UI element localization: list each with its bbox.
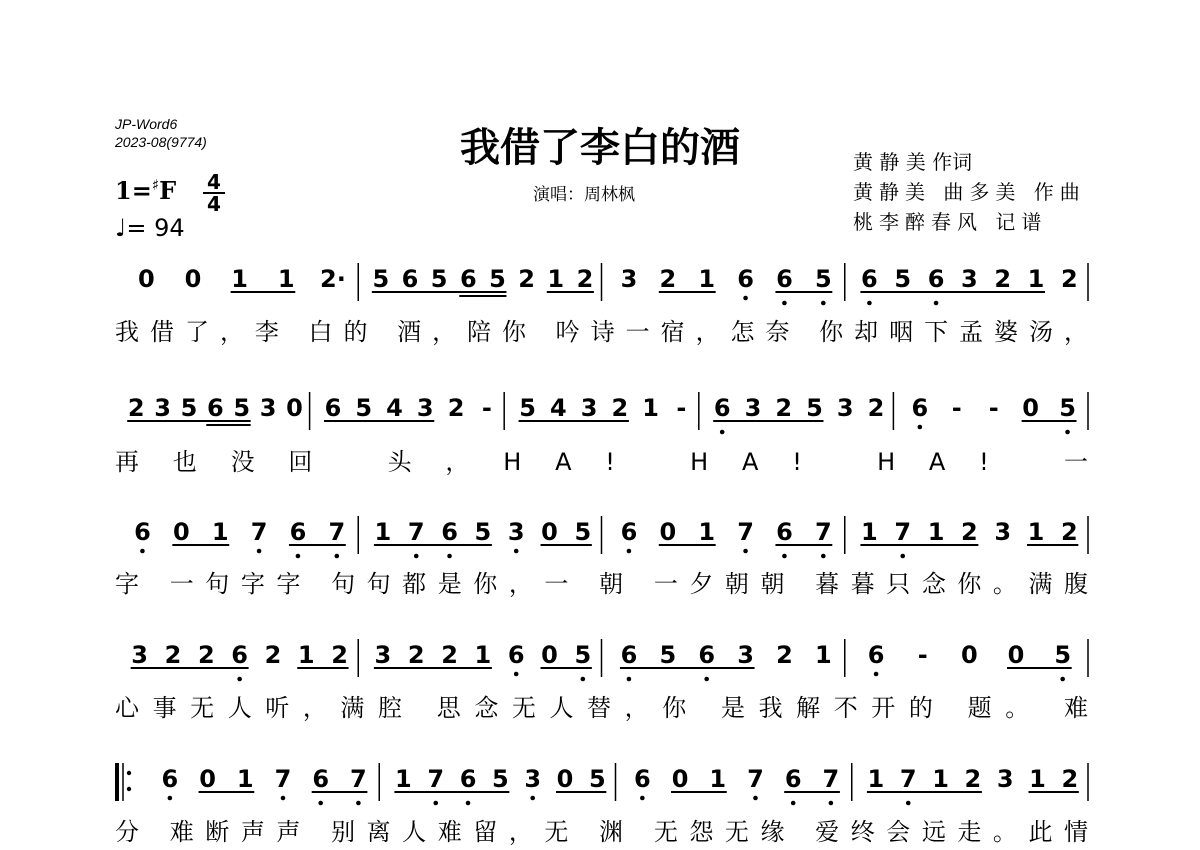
note-digit: - xyxy=(988,394,999,422)
note-digit: 6 xyxy=(289,518,307,546)
note-digit: 7 xyxy=(250,518,268,546)
note-digit: 1 xyxy=(861,518,878,546)
note-digit: 6 xyxy=(324,394,342,422)
note-digit: 5 xyxy=(474,518,492,546)
note-digit: 6 xyxy=(698,641,716,669)
note-digit: 2 xyxy=(961,518,978,546)
note-digit: 2 xyxy=(197,641,215,669)
composer-credit: 黄静美 曲多美 作曲 xyxy=(853,180,1086,204)
note-digit: 6 xyxy=(713,394,731,422)
note-digit: 6 xyxy=(459,265,477,293)
note-digit: 0 xyxy=(541,641,558,669)
note-digit: 0 xyxy=(184,265,202,293)
note-digit: - xyxy=(951,394,962,422)
low-octave-dot xyxy=(466,801,471,806)
low-octave-dot xyxy=(720,430,725,435)
note-digit: 1 xyxy=(1027,265,1045,293)
note-digit: 6 xyxy=(161,765,179,793)
low-octave-dot xyxy=(782,301,787,306)
note-digit: 5 xyxy=(430,265,448,293)
note-digit: 0 xyxy=(199,765,216,793)
note-digit: 2 xyxy=(611,394,629,422)
low-octave-dot xyxy=(530,796,535,801)
low-octave-dot xyxy=(296,554,301,559)
note-digit: - xyxy=(676,394,687,422)
note-digit: 1 xyxy=(698,265,716,293)
note-digit: 4 xyxy=(386,394,403,422)
low-octave-dot xyxy=(906,801,911,806)
note-digit: 5 xyxy=(574,518,592,546)
note-digit: 0 xyxy=(541,518,558,546)
note-digit: 6 xyxy=(634,765,651,793)
note-digit: 1 xyxy=(395,765,412,793)
note-digit: 0 xyxy=(556,765,574,793)
note-digit: 2 xyxy=(1060,518,1078,546)
low-octave-dot xyxy=(257,549,262,554)
note-digit: 1 xyxy=(211,518,229,546)
software-name: JP-Word6 xyxy=(115,116,178,132)
low-octave-dot xyxy=(791,801,796,806)
low-octave-dot xyxy=(743,549,748,554)
low-octave-dot xyxy=(168,796,173,801)
note-digit: 1 xyxy=(231,265,248,293)
note-digit: 2· xyxy=(320,265,346,293)
note-digit: 6 xyxy=(776,265,793,293)
low-octave-dot xyxy=(829,801,834,806)
quarter-note-icon: ♩ xyxy=(115,214,127,242)
repeat-dot xyxy=(127,787,131,791)
note-digit: 0 xyxy=(172,518,190,546)
note-digit: 3 xyxy=(374,641,392,669)
low-octave-dot xyxy=(335,554,340,559)
note-digit: 1 xyxy=(547,265,565,293)
note-digit: 7 xyxy=(747,765,764,793)
note-digit: 7 xyxy=(737,518,754,546)
low-octave-dot xyxy=(514,549,519,554)
song-title: 我借了李白的酒 xyxy=(460,124,740,171)
low-octave-dot xyxy=(281,796,286,801)
note-digit: 2 xyxy=(127,394,145,422)
note-digit: 6 xyxy=(206,394,224,422)
time-numerator: 4 xyxy=(207,170,221,194)
note-digit: 1 xyxy=(927,518,945,546)
note-digit: 6 xyxy=(620,518,638,546)
repeat-dot xyxy=(127,771,131,775)
low-octave-dot xyxy=(753,796,758,801)
note-digit: 1 xyxy=(698,518,716,546)
note-digit: 5 xyxy=(1054,641,1072,669)
note-digit: 0 xyxy=(1022,394,1039,422)
note-digit: 2 xyxy=(407,641,425,669)
note-digit: 4 xyxy=(549,394,567,422)
note-digit: 6 xyxy=(459,765,477,793)
note-digit: 5 xyxy=(1059,394,1076,422)
low-octave-dot xyxy=(918,425,923,430)
note-digit: 7 xyxy=(894,518,912,546)
low-octave-dot xyxy=(514,672,519,677)
note-digit: 3 xyxy=(620,265,638,293)
note-digit: 5 xyxy=(492,765,509,793)
low-octave-dot xyxy=(821,301,826,306)
note-digit: 0 xyxy=(961,641,978,669)
note-digit: 5 xyxy=(355,394,373,422)
note-digit: 5 xyxy=(659,641,677,669)
note-digit: 3 xyxy=(416,394,434,422)
note-digit: 7 xyxy=(822,765,840,793)
low-octave-dot xyxy=(1065,430,1070,435)
key-note: F xyxy=(159,176,177,205)
key-prefix: 1= xyxy=(115,176,152,205)
note-digit: 5 xyxy=(894,265,912,293)
note-digit: 2 xyxy=(964,765,982,793)
note-digit: 3 xyxy=(836,394,854,422)
note-digit: 5 xyxy=(806,394,823,422)
note-digit: 1 xyxy=(474,641,492,669)
note-digit: 1 xyxy=(1029,765,1046,793)
note-digit: 3 xyxy=(994,518,1012,546)
note-digit: 3 xyxy=(524,765,542,793)
lyric-line: 再也没回 头，HA! HA! HA! 一 xyxy=(115,448,1089,476)
note-digit: 2 xyxy=(776,641,793,669)
note-digit: 6 xyxy=(134,518,151,546)
low-octave-dot xyxy=(867,301,872,306)
note-digit: 6 xyxy=(867,641,885,669)
low-octave-dot xyxy=(237,677,242,682)
note-digit: 7 xyxy=(407,518,425,546)
note-digit: 1 xyxy=(374,518,392,546)
note-digit: 0 xyxy=(659,518,677,546)
note-digit: 7 xyxy=(350,765,367,793)
note-digit: 2 xyxy=(331,641,348,669)
note-digit: 2 xyxy=(659,265,677,293)
note-digit: 6 xyxy=(861,265,878,293)
note-digit: 6 xyxy=(401,265,419,293)
note-digit: 7 xyxy=(274,765,292,793)
singer-credit: 演唱：周林枫 xyxy=(533,185,635,205)
note-digit: 2 xyxy=(1061,765,1079,793)
note-digit: 3 xyxy=(744,394,762,422)
low-octave-dot xyxy=(318,801,323,806)
note-digit: - xyxy=(917,641,928,669)
low-octave-dot xyxy=(356,801,361,806)
note-digit: 6 xyxy=(911,394,929,422)
note-digit: 5 xyxy=(574,641,592,669)
note-digit: 5 xyxy=(588,765,606,793)
note-digit: 5 xyxy=(180,394,198,422)
lyricist-credit: 黄 静 美 作词 xyxy=(853,150,973,174)
note-digit: 6 xyxy=(441,518,458,546)
low-octave-dot xyxy=(140,549,145,554)
note-digit: 7 xyxy=(427,765,445,793)
note-digit: 2 xyxy=(441,641,458,669)
note-digit: - xyxy=(481,394,492,422)
note-digit: 7 xyxy=(899,765,917,793)
note-digit: 3 xyxy=(154,394,171,422)
note-digit: 7 xyxy=(814,518,832,546)
note-digit: 7 xyxy=(328,518,346,546)
note-digit: 1 xyxy=(1027,518,1045,546)
low-octave-dot xyxy=(414,554,419,559)
note-digit: 3 xyxy=(737,641,754,669)
low-octave-dot xyxy=(743,296,748,301)
note-digit: 6 xyxy=(927,265,945,293)
transcriber-credit: 桃李醉春风 记谱 xyxy=(853,210,1048,234)
note-digit: 0 xyxy=(137,265,155,293)
note-digit: 1 xyxy=(814,641,832,669)
note-digit: 5 xyxy=(489,265,506,293)
note-digit: 5 xyxy=(519,394,536,422)
note-digit: 1 xyxy=(236,765,254,793)
sharp-icon: ♯ xyxy=(151,176,160,194)
lyric-line: 我借了，李 白的 酒，陪你 吟诗一宿，怎奈 你却咽下孟婆汤， xyxy=(115,318,1088,346)
note-digit: 3 xyxy=(580,394,598,422)
low-octave-dot xyxy=(934,301,939,306)
note-digit: 2 xyxy=(447,394,465,422)
note-digit: 2 xyxy=(576,265,594,293)
note-digit: 1 xyxy=(709,765,727,793)
note-digit: 1 xyxy=(867,765,885,793)
note-digit: 2 xyxy=(867,394,885,422)
note-digit: 1 xyxy=(932,765,949,793)
note-digit: 0 xyxy=(1007,641,1025,669)
note-digit: 2 xyxy=(994,265,1012,293)
lyric-line: 字 一句字字 句句都是你，一 朝 一夕朝朝 暮暮只念你。满腹 xyxy=(115,570,1088,598)
note-digit: 2 xyxy=(164,641,182,669)
note-digit: 1 xyxy=(642,394,660,422)
note-digit: 5 xyxy=(372,265,390,293)
note-digit: 1 xyxy=(297,641,315,669)
note-digit: 6 xyxy=(620,641,638,669)
note-digit: 2 xyxy=(518,265,535,293)
tempo-value: = 94 xyxy=(126,214,185,242)
low-octave-dot xyxy=(627,549,632,554)
low-octave-dot xyxy=(821,554,826,559)
low-octave-dot xyxy=(900,554,905,559)
note-digit: 3 xyxy=(507,518,525,546)
note-digit: 1 xyxy=(277,265,295,293)
low-octave-dot xyxy=(581,677,586,682)
software-version: 2023-08(9774) xyxy=(115,134,207,150)
note-digit: 3 xyxy=(131,641,149,669)
note-digit: 6 xyxy=(737,265,754,293)
note-digit: 0 xyxy=(671,765,689,793)
low-octave-dot xyxy=(447,554,452,559)
low-octave-dot xyxy=(874,672,879,677)
lyric-line: 心事无人听，满腔 思念无人替，你 是我解不开的 题。 难 xyxy=(115,694,1088,722)
note-digit: 6 xyxy=(507,641,525,669)
note-digit: 6 xyxy=(776,518,793,546)
low-octave-dot xyxy=(1060,677,1065,682)
lyric-line: 分 难断声声 别离人难留，无 渊 无怨无缘 爱终会远走。此情 xyxy=(115,818,1088,846)
low-octave-dot xyxy=(627,677,632,682)
low-octave-dot xyxy=(782,554,787,559)
note-digit: 6 xyxy=(784,765,802,793)
note-digit: 2 xyxy=(775,394,793,422)
note-digit: 5 xyxy=(233,394,251,422)
time-denominator: 4 xyxy=(203,192,225,214)
low-octave-dot xyxy=(704,677,709,682)
note-digit: 6 xyxy=(312,765,330,793)
note-digit: 3 xyxy=(996,765,1014,793)
note-digit: 5 xyxy=(814,265,832,293)
note-digit: 3 xyxy=(961,265,978,293)
note-digit: 2 xyxy=(264,641,282,669)
note-digit: 0 xyxy=(286,394,303,422)
low-octave-dot xyxy=(640,796,645,801)
note-digit: 2 xyxy=(1060,265,1078,293)
low-octave-dot xyxy=(433,801,438,806)
note-digit: 3 xyxy=(259,394,277,422)
note-digit: 6 xyxy=(231,641,248,669)
